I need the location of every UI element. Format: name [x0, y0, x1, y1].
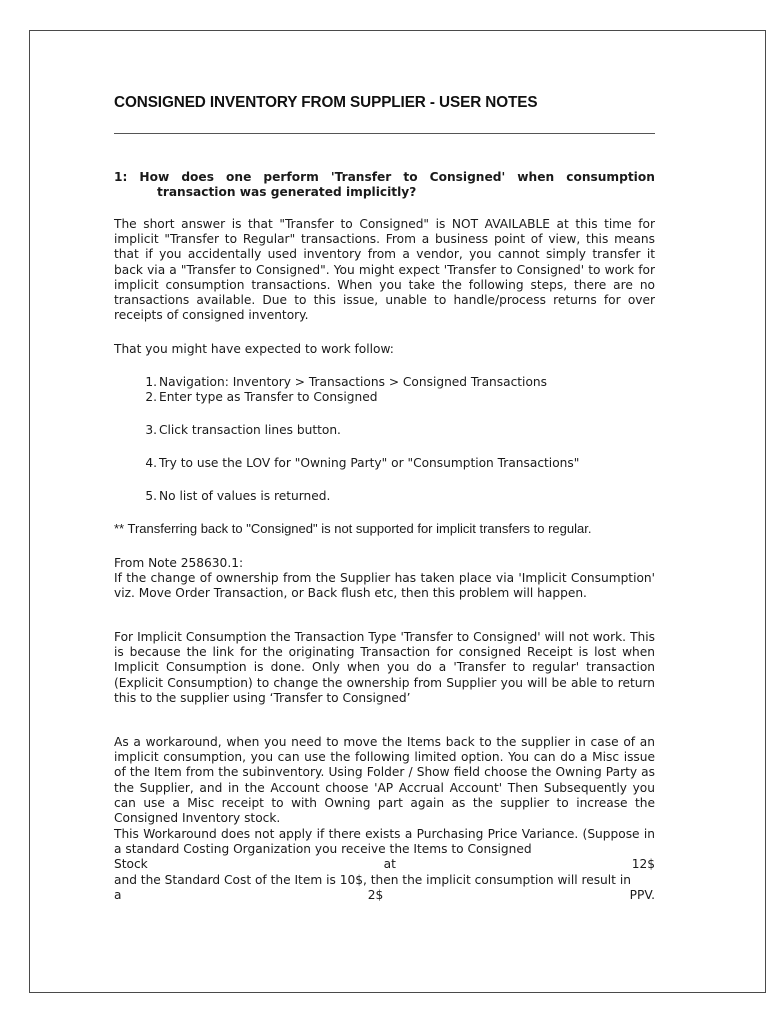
question-word: to [403, 170, 418, 184]
question-word: when [517, 170, 555, 184]
question-word: Consigned' [429, 170, 506, 184]
question-word: 'Transfer [330, 170, 392, 184]
implicit-consumption-paragraph: For Implicit Consumption the Transaction Type 'Transfer to Consigned' will not work. This is because the link for the originating Transaction for consigned Receipt is lost when Implicit Consumption is done. Only when you do a 'Transfer to regular' transaction (Explicit Consumption) to change the ownership from Supplier you will be able to return this to the supplier using ‘Transfer to Consigned’ [114, 630, 655, 705]
question-word: How [139, 170, 170, 184]
list-item: 5. No list of values is returned. [145, 489, 331, 503]
question-word: 1: [114, 170, 128, 184]
list-item: 1. Navigation: Inventory > Transactions > Consigned Transactions [145, 375, 547, 389]
list-item: 3. Click transaction lines button. [145, 423, 341, 437]
ppv-line-3: Stock at 12$ [114, 857, 655, 872]
ppv-line-1: This Workaround does not apply if there exists a Purchasing Price Variance. (Suppose in a standard Costing Organization you receive the Items to Consigned [114, 827, 655, 857]
implicit-transfer-note: ** Transferring back to "Consigned" is not supported for implicit transfers to regular. [114, 521, 592, 536]
list-item: 4. Try to use the LOV for "Owning Party" or "Consumption Transactions" [145, 456, 580, 470]
question-heading [114, 170, 655, 200]
question-word: one [226, 170, 252, 184]
ppv-line-4: and the Standard Cost of the Item is 10$, then the implicit consumption will result in [114, 872, 631, 887]
question-word: does [181, 170, 214, 184]
ppv-line-5: a 2$ PPV. [114, 887, 655, 902]
document-title: CONSIGNED INVENTORY FROM SUPPLIER - USER NOTES [114, 94, 538, 111]
ownership-change-paragraph: If the change of ownership from the Supplier has taken place via 'Implicit Consumption' viz. Move Order Transaction, or Back flush etc, then this problem will happen. [114, 571, 655, 601]
list-item: 2. Enter type as Transfer to Consigned [145, 390, 378, 404]
question-line-2: transaction was generated implicitly? [157, 185, 417, 200]
question-line-1 [114, 170, 655, 185]
source-note-label: From Note 258630.1: [114, 556, 244, 570]
short-answer-paragraph: The short answer is that "Transfer to Consigned" is NOT AVAILABLE at this time for implicit "Transfer to Regular" transactions. From a business point of view, this means that if you accidentally used inventory from a vendor, you cannot simply transfer it back via a "Transfer to Consigned". You might expect 'Transfer to Consigned' to work for implicit consumption transactions. When you take the following steps, there are no transactions available. Due to this issue, unable to handle/process returns for over receipts of consigned inventory. [114, 217, 655, 323]
question-word: consumption [566, 170, 655, 184]
ppv-paragraph [114, 827, 655, 903]
workaround-paragraph: As a workaround, when you need to move the Items back to the supplier in case of an implicit consumption, you can use the following limited option. You can do a Misc issue of the Item from the subinventory. Using Folder / Show field choose the Owning Party as the Supplier, and in the Account choose 'AP Accrual Account' Then Subsequently you can use a Misc receipt to with Owning part again as the supplier to increase the Consigned Inventory stock. [114, 735, 655, 826]
title-divider [114, 133, 655, 134]
question-word: perform [263, 170, 319, 184]
expected-steps-intro: That you might have expected to work follow: [114, 342, 394, 356]
document-page [29, 30, 766, 993]
